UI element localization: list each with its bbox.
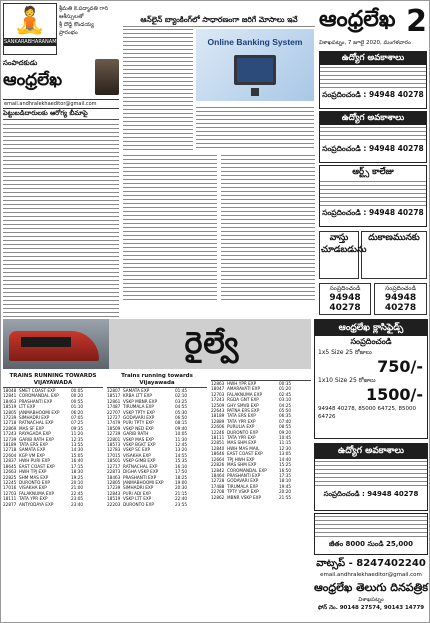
- train-image: [3, 319, 109, 369]
- train-row: 17243 RAYAGADA EXP 11:20: [3, 431, 84, 437]
- train-row: 22643 PATNA ERS EXP 05:50: [211, 408, 292, 414]
- train-row: 18464 PRASHANTI EXP 17:35: [211, 472, 292, 478]
- train-row: 12246 DURONTO EXP 09:20: [211, 429, 292, 435]
- train-row: 12843 PURI ADI EXP 21:15: [107, 490, 188, 496]
- train-row: 12717 RATNACHAL EXP 16:10: [107, 463, 188, 469]
- contact-ad-2: సంప్రదించండి 94948 40278: [374, 283, 427, 315]
- train-row: 12663 HWH TPJ EXP 18:30: [3, 469, 84, 475]
- train-row: 12783 VSKP SC EXP 13:20: [107, 447, 188, 453]
- timetable-col-3: [211, 373, 311, 621]
- editor-label: సంపాదకుడు: [3, 59, 38, 67]
- train-row: 17016 VISAKHA EXP 21:00: [3, 485, 84, 491]
- logo-caption: SANKARABHARANAM: [4, 39, 57, 45]
- price-2: 1500/-: [365, 385, 423, 404]
- college-ad-phone: సంప్రదించండి : 94948 40278: [322, 208, 424, 217]
- train-row: 18646 EAST COAST EXP 13:05: [211, 451, 292, 457]
- train-timetables: [3, 373, 311, 621]
- left-article-body: [3, 122, 119, 317]
- shop-ad: దుకాణమునకు: [361, 231, 427, 279]
- train-row: 22801 VSKP MAS EXP 11:30: [107, 436, 188, 442]
- train-row: 18048 SMET COAST EXP 00:05: [3, 388, 84, 393]
- classifieds-box: [314, 319, 428, 439]
- train-row: 12805 JANMABHOOMI EXP 06:20: [3, 409, 84, 415]
- main-article-col-a: [123, 153, 217, 303]
- train-row: 22877 ANTYODAYA EXP 23:40: [3, 501, 84, 507]
- train-row: 12739 GARIB RATH EXP 12:35: [3, 436, 84, 442]
- editor-box: [3, 59, 119, 97]
- train-row: 22826 MAS SHM EXP 15:25: [211, 462, 292, 468]
- train-row: 18519 VSKP LTT EXP 22:40: [107, 496, 188, 502]
- footer-paper-name: ఆంధ్రలేఖ తెలుగు దినపత్రిక: [314, 581, 428, 594]
- salary-text: జీతం 8000 నుండి 25,000: [329, 540, 413, 548]
- college-ad-title: ఆర్ట్స్ కాలేజు: [320, 166, 426, 179]
- train-row: 17239 SIMHADRI EXP 20:30: [107, 485, 188, 491]
- timetable-2-heading: Trains running towards Vijayawada: [107, 373, 207, 388]
- train-row: 17479 PURI TPTY EXP 08:15: [107, 420, 188, 426]
- train-row: 12728 GODAVARI EXP 18:10: [211, 478, 292, 484]
- train-row: 22708 TPTY VSKP EXP 20:20: [211, 489, 292, 495]
- train-row: 18573 VSKP BGKT EXP 12:45: [107, 442, 188, 448]
- train-row: 12739 GARIB RATH 10:05: [107, 431, 188, 437]
- train-row: 18111 TATA YPR EXP 23:05: [3, 496, 84, 502]
- timetable-1-heading: TRAINS RUNNING TOWARDS VIJAYAWADA: [3, 373, 103, 388]
- timetable-col-2: [107, 373, 207, 621]
- train-row: 17243 RGDA GNT EXP 03:10: [211, 397, 292, 403]
- paper-name: ఆంధ్రలేఖ: [319, 6, 396, 32]
- computer-icon: [234, 55, 276, 85]
- train-row: 22604 KGP VM EXP 15:05: [3, 452, 84, 458]
- blessing-text: శ్రీమతి కె.పద్మావతి గారి ఆశీస్సులతో శ్రీ దొడ్డి కొండయ్య ప్రారంభం: [59, 6, 108, 36]
- train-row: 18501 VSKP GIMB EXP 15:35: [107, 458, 188, 464]
- jobs-ad-1-body: [320, 65, 426, 89]
- classifieds-title: ఆంధ్రలేఖ క్లాసిఫైడ్స్: [315, 320, 427, 336]
- train-row: 18189 TATA ERS EXP 06:35: [211, 413, 292, 419]
- main-article-body-left: [123, 27, 193, 151]
- whatsapp-number[interactable]: వాట్సప్ - 8247402240: [316, 558, 426, 569]
- jobs-ad-2: [319, 111, 427, 163]
- train-row: 22851 MAS SHM EXP 11:15: [211, 440, 292, 446]
- left-article-heading: పెట్టుబడిదారులకు ఆరోగ్య బీమాపై: [3, 109, 119, 120]
- main-headline: ఆన్‌లైన్ బ్యాంకింగ్‌లో సాధారణంగా జరిగే మోసాలు ఇవే: [123, 15, 315, 27]
- jobs-ad-2-phone: సంప్రదించండి : 94948 40278: [322, 144, 424, 153]
- contact-ad-1: సంప్రదించండి 94948 40278: [319, 283, 371, 315]
- train-row: 17488 TIRUMALA EXP 19:45: [211, 483, 292, 489]
- train-row: 18519 LTT EXP 01:10: [3, 404, 84, 410]
- jobs-ad-1: [319, 51, 427, 109]
- train-row: 17239 SIMHADRI EXP 07:05: [3, 415, 84, 421]
- college-ad-body: [320, 179, 426, 207]
- footer-email[interactable]: email.andhralekhaeditor@gmail.com: [320, 572, 422, 578]
- editor-photo: [95, 59, 119, 95]
- left-article: [3, 109, 119, 317]
- small-ads: [319, 231, 427, 317]
- train-row: 12863 HWH YPR EXP 00:35: [211, 381, 292, 386]
- online-banking-image: [196, 29, 314, 101]
- jobs-ad-3: [314, 443, 428, 511]
- train-row: 12805 JANMABHOOMI EXP 19:00: [107, 479, 188, 485]
- main-article-body-right: [196, 105, 314, 151]
- train-row: 12861 VSKP MBNR EXP 03:25: [107, 398, 188, 404]
- classifieds-phones: 94948 40278, 85000 64725, 85000 64726: [318, 406, 416, 420]
- train-row: 18189 TATA ERS EXP 13:55: [3, 442, 84, 448]
- train-row: 22873 DIGHA VSKP EXP 17:50: [107, 469, 188, 475]
- train-row: 18517 KRBA LTT EXP 02:10: [107, 393, 188, 399]
- train-row: 18645 EAST COAST EXP 17:15: [3, 463, 84, 469]
- main-article-col-b: [221, 153, 315, 303]
- salary-ad: [314, 513, 428, 555]
- train-row: 12862 MBNR VSKP EXP 21:55: [211, 494, 292, 500]
- train-row: 18463 PRASHANTI EXP 00:55: [3, 398, 84, 404]
- train-row: 12703 FALAKNUMA EXP 22:45: [3, 490, 84, 496]
- footer-address: విశాఖపట్నం: [358, 597, 384, 603]
- train-row: 22869 MAS SF EXP 09:35: [3, 425, 84, 431]
- yoga-figure-icon: 🧘: [13, 6, 47, 36]
- jobs-ad-2-body: [320, 125, 426, 143]
- timetable-col-1: [3, 373, 103, 621]
- paper-logo: [3, 3, 57, 55]
- train-row: 12842 COROMANDAL EXP 16:50: [211, 467, 292, 473]
- editor-email[interactable]: email.andhralekhaeditor@gmail.com: [3, 99, 119, 109]
- train-row: 12837 HWH PURI EXP 16:40: [3, 458, 84, 464]
- train-row: 22606 PURULIA EXP 08:55: [211, 424, 292, 430]
- jobs-ad-3-title: ఉద్యోగ అవకాశాలు: [315, 444, 427, 459]
- college-ad: [319, 165, 427, 227]
- jobs-ad-3-phone: సంప్రదించండి : 94948 40278: [323, 490, 419, 498]
- train-row: 18463 PRASHANTI EXP 18:25: [107, 474, 188, 480]
- footer-phones: ఫోన్ నెం. 90148 27574, 90143 14779: [317, 605, 425, 611]
- jobs-ad-1-phone: సంప్రదించండి : 94948 40278: [322, 90, 424, 99]
- banner-title: Online Banking System: [207, 37, 303, 47]
- contact-footer: [314, 557, 428, 621]
- main-article-lower: [123, 153, 315, 303]
- size-1: 1x5 Size 25 రోజులు: [318, 349, 372, 356]
- train-row: 12509 GHY SMVB EXP 04:25: [211, 402, 292, 408]
- date-line: విశాఖపట్నం, 7 జూలై 2020, మంగళవారం: [319, 40, 411, 46]
- masthead: [319, 5, 427, 49]
- train-row: 12718 RATNACHAL EXP 07:25: [3, 420, 84, 426]
- train-row: 22203 DURONTO EXP 23:55: [107, 501, 188, 507]
- train-row: 17015 VISAKHA EXP 14:55: [107, 452, 188, 458]
- train-row: 12718 SAMATA EXP 14:30: [3, 447, 84, 453]
- issue-number: 2: [406, 4, 427, 39]
- train-row: 12889 TATA YPR EXP 07:40: [211, 418, 292, 424]
- train-row: 12841 COROMANDAL EXP 00:20: [3, 393, 84, 399]
- train-row: 18509 VSKP NED EXP 09:40: [107, 425, 188, 431]
- vastu-ad: వాస్తు చూడబడును: [319, 231, 359, 279]
- train-row: 17487 TIRUMALA EXP 04:55: [107, 404, 188, 410]
- train-row: 22825 SHM MAS EXP 19:25: [3, 474, 84, 480]
- train-row: 22707 VSKP TPTY EXP 05:30: [107, 409, 188, 415]
- railway-banner: [3, 319, 311, 369]
- train-row: 18111 TATA YPR EXP 10:45: [211, 435, 292, 441]
- train-row: 12664 TPJ HWH EXP 14:40: [211, 456, 292, 462]
- train-row: 12727 GODAVARI EXP 06:50: [107, 415, 188, 421]
- train-row: 12245 DURONTO EXP 20:10: [3, 479, 84, 485]
- size-2: 1x10 Size 25 రోజులు: [318, 377, 376, 384]
- train-row: 12807 SAMATA EXP 01:45: [107, 388, 188, 393]
- railway-title: రైల్వే: [184, 326, 240, 361]
- jobs-ad-2-title: ఉద్యోగ అవకాశాలు: [320, 112, 426, 125]
- train-row: 12840 HWH MAS MAIL 12:30: [211, 445, 292, 451]
- editor-paper-name: ఆంధ్రలేఖ: [3, 70, 63, 90]
- train-row: 18047 AMARAVATI EXP 01:20: [211, 386, 292, 392]
- price-1: 750/-: [377, 357, 423, 376]
- train-row: 12703 FALAKNUMA EXP 02:45: [211, 391, 292, 397]
- classifieds-sub: సంప్రదించండి: [350, 337, 392, 346]
- jobs-ad-1-title: ఉద్యోగ అవకాశాలు: [320, 52, 426, 65]
